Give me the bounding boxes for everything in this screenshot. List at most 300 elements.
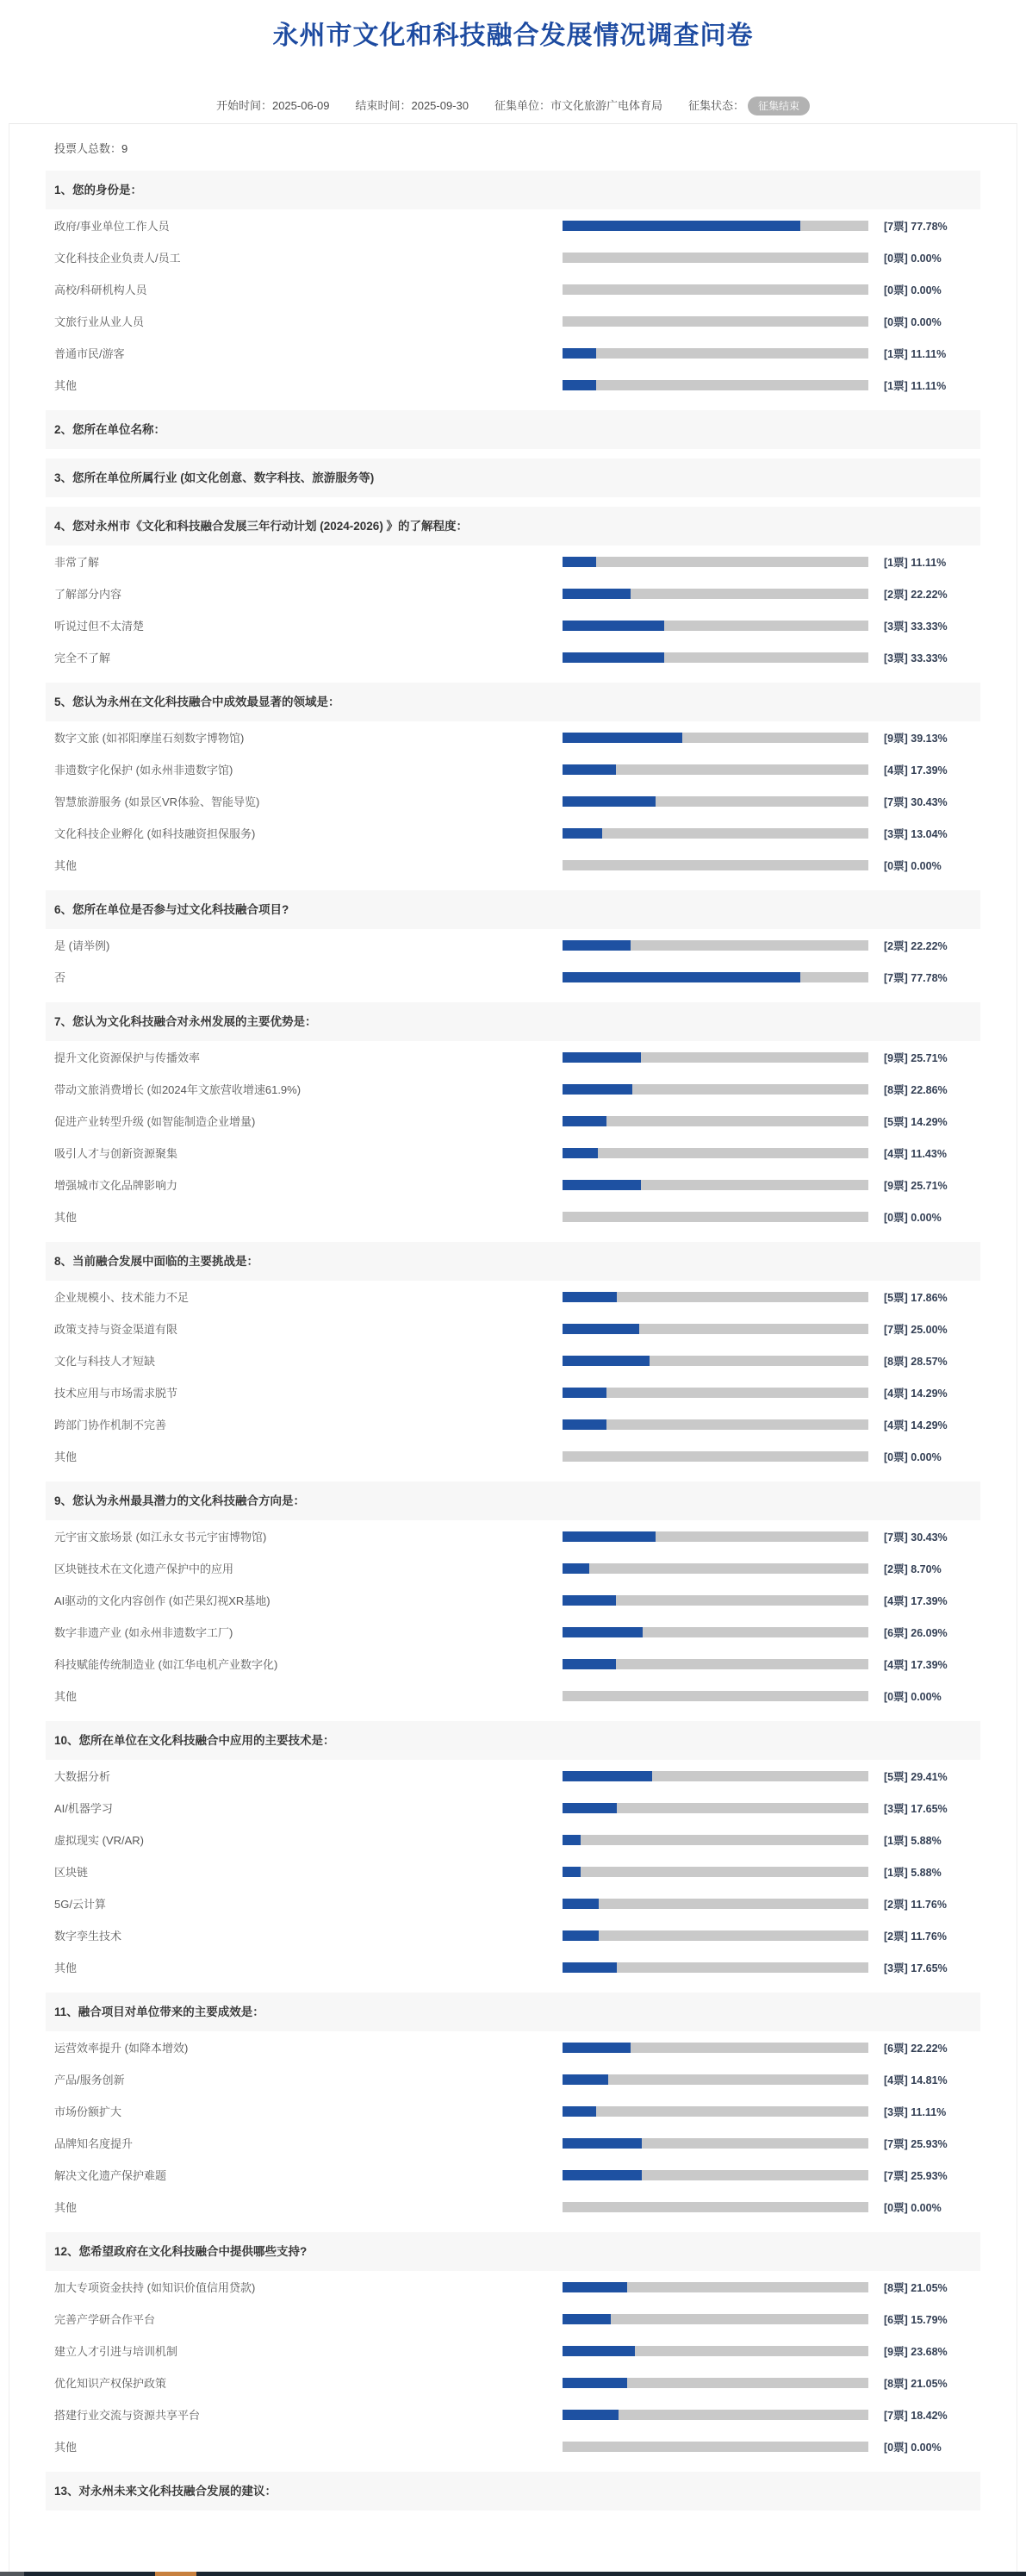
- option-label: 文旅行业从业人员: [54, 315, 145, 328]
- vote-result-text: [7票] 25.93%: [884, 2169, 948, 2182]
- option-row: [46, 1584, 980, 1616]
- vote-result-text: [6票] 22.22%: [884, 2042, 948, 2055]
- options-list: [46, 209, 980, 401]
- option-row: [46, 2430, 980, 2462]
- vote-bar-track: [563, 828, 868, 839]
- question-band: [46, 1002, 980, 1041]
- vote-bar-fill: [563, 1771, 652, 1781]
- option-row: [46, 2398, 980, 2430]
- option-label: 是 (请举例): [54, 939, 110, 952]
- option-label: 其他: [54, 1450, 78, 1463]
- question-title: 9、您认为永州最具潜力的文化科技融合方向是：: [54, 1494, 306, 1507]
- meta-start-label: 开始时间：: [215, 99, 272, 112]
- vote-result-text: [6票] 26.09%: [884, 1626, 948, 1639]
- survey-meta: [0, 97, 1026, 115]
- question-section: [46, 1002, 980, 1232]
- option-label: 企业规模小、技术能力不足: [54, 1291, 190, 1304]
- question-title: 2、您所在单位名称：: [54, 423, 166, 436]
- vote-result-text: [7票] 30.43%: [884, 795, 948, 808]
- bottom-taskbar-strip: [0, 2572, 1026, 2576]
- vote-bar-track: [563, 733, 868, 743]
- option-row: [46, 1344, 980, 1376]
- vote-bar-fill: [563, 1052, 641, 1063]
- vote-result-text: [4票] 17.39%: [884, 1594, 948, 1607]
- meta-start-value: 2025-06-09: [271, 99, 330, 112]
- option-label: 吸引人才与创新资源聚集: [54, 1147, 178, 1160]
- vote-bar-track: [563, 589, 868, 599]
- option-label: 数字孪生技术: [54, 1930, 122, 1943]
- question-section: [46, 2472, 980, 2511]
- vote-bar-track: [563, 1691, 868, 1701]
- vote-result-text: [7票] 30.43%: [884, 1531, 948, 1544]
- vote-bar-track: [563, 1899, 868, 1909]
- vote-bar-track: [563, 1356, 868, 1366]
- question-title: 1、您的身份是：: [54, 184, 143, 196]
- vote-bar-fill: [563, 1930, 599, 1941]
- vote-result-text: [2票] 22.22%: [884, 588, 948, 601]
- vote-bar-track: [563, 1659, 868, 1669]
- option-label: 加大专项资金扶持 (如知识价值信用贷款): [54, 2281, 256, 2294]
- vote-result-text: [9票] 23.68%: [884, 2345, 948, 2358]
- vote-result-text: [1票] 11.11%: [884, 379, 947, 392]
- question-section: [46, 1242, 980, 1472]
- vote-bar-fill: [563, 2138, 642, 2149]
- meta-collect-unit: [494, 98, 662, 114]
- options-list: [46, 1281, 980, 1472]
- vote-bar-track: [563, 1052, 868, 1063]
- vote-bar-track: [563, 621, 868, 631]
- vote-bar-fill: [563, 2170, 642, 2180]
- vote-bar-fill: [563, 1835, 581, 1845]
- option-label: 数字非遗产业 (如永州非遗数字工厂): [54, 1626, 233, 1639]
- option-row: [46, 369, 980, 401]
- option-label: 完善产学研合作平台: [54, 2313, 156, 2326]
- option-label: 文化科技企业负责人/员工: [54, 252, 181, 265]
- option-row: [46, 1281, 980, 1313]
- question-section: [46, 1481, 980, 1712]
- option-label: 提升文化资源保护与传播效率: [54, 1051, 201, 1064]
- question-section: [46, 890, 980, 993]
- vote-result-text: [3票] 17.65%: [884, 1962, 948, 1974]
- option-label: 品牌知名度提升: [54, 2137, 134, 2150]
- question-band: [46, 1481, 980, 1520]
- vote-bar-fill: [563, 1356, 650, 1366]
- vote-bar-track: [563, 1324, 868, 1334]
- vote-result-text: [1票] 5.88%: [884, 1834, 942, 1847]
- vote-bar-fill: [563, 1899, 599, 1909]
- question-section: [46, 1993, 980, 2223]
- vote-bar-track: [563, 2410, 868, 2420]
- vote-bar-track: [563, 2106, 868, 2117]
- vote-result-text: [4票] 14.29%: [884, 1419, 948, 1431]
- status-badge: 征集结束: [748, 97, 810, 115]
- option-label: 智慧旅游服务 (如景区VR体验、智能导览): [54, 795, 260, 808]
- option-row: [46, 2031, 980, 2063]
- vote-bar-fill: [563, 652, 664, 663]
- vote-bar-track: [563, 1292, 868, 1302]
- option-row: [46, 209, 980, 241]
- option-row: [46, 609, 980, 641]
- vote-bar-track: [563, 1388, 868, 1398]
- meta-end-value: 2025-09-30: [411, 99, 469, 112]
- option-label: 其他: [54, 1962, 78, 1974]
- option-label: 非常了解: [54, 556, 100, 569]
- vote-bar-track: [563, 1627, 868, 1637]
- option-row: [46, 721, 980, 753]
- option-row: [46, 1648, 980, 1680]
- vote-bar-track: [563, 2346, 868, 2356]
- vote-bar-fill: [563, 796, 656, 807]
- vote-bar-track: [563, 221, 868, 231]
- vote-result-text: [1票] 11.11%: [884, 347, 947, 360]
- vote-result-text: [4票] 17.39%: [884, 1658, 948, 1671]
- question-section: [46, 683, 980, 881]
- option-label: 产品/服务创新: [54, 2074, 125, 2086]
- options-list: [46, 929, 980, 993]
- vote-bar-track: [563, 1084, 868, 1095]
- vote-result-text: [3票] 11.11%: [884, 2105, 947, 2118]
- option-row: [46, 1440, 980, 1472]
- vote-bar-fill: [563, 2346, 635, 2356]
- option-label: 其他: [54, 859, 78, 872]
- vote-bar-track: [563, 2442, 868, 2452]
- vote-bar-track: [563, 316, 868, 327]
- option-label: 非遗数字化保护 (如永州非遗数字馆): [54, 764, 233, 777]
- vote-bar-track: [563, 940, 868, 951]
- vote-result-text: [3票] 33.33%: [884, 620, 948, 633]
- vote-bar-fill: [563, 1531, 656, 1542]
- question-title: 6、您所在单位是否参与过文化科技融合项目?: [54, 903, 289, 916]
- vote-result-text: [9票] 25.71%: [884, 1179, 948, 1192]
- question-section: [46, 458, 980, 497]
- option-label: 大数据分析: [54, 1770, 111, 1783]
- question-band: [46, 171, 980, 209]
- option-row: [46, 1680, 980, 1712]
- voters-count: 9: [121, 142, 128, 155]
- question-title: 3、您所在单位所属行业 (如文化创意、数字科技、旅游服务等): [54, 471, 375, 484]
- vote-bar-track: [563, 380, 868, 390]
- vote-result-text: [7票] 77.78%: [884, 220, 948, 233]
- option-label: 运营效率提升 (如降本增效): [54, 2042, 189, 2055]
- vote-result-text: [4票] 17.39%: [884, 764, 948, 777]
- meta-unit-label: 征集单位：: [494, 99, 550, 112]
- option-row: [46, 785, 980, 817]
- vote-bar-fill: [563, 940, 631, 951]
- vote-result-text: [1票] 5.88%: [884, 1866, 942, 1879]
- question-title: 11、融合项目对单位带来的主要成效是：: [54, 2005, 264, 2018]
- vote-bar-fill: [563, 1627, 643, 1637]
- question-title: 7、您认为文化科技融合对永州发展的主要优势是：: [54, 1015, 317, 1028]
- option-row: [46, 1137, 980, 1169]
- option-label: 其他: [54, 1690, 78, 1703]
- vote-result-text: [4票] 14.29%: [884, 1387, 948, 1400]
- meta-end-time: [355, 98, 469, 114]
- option-label: 普通市民/游客: [54, 347, 125, 360]
- options-list: [46, 2031, 980, 2223]
- option-row: [46, 2095, 980, 2127]
- vote-bar-track: [563, 2138, 868, 2149]
- vote-bar-fill: [563, 589, 631, 599]
- voters-label: 投票人总数：: [54, 142, 122, 155]
- option-row: [46, 2127, 980, 2159]
- results-card: [9, 123, 1017, 2572]
- vote-bar-track: [563, 764, 868, 775]
- option-label: AI/机器学习: [54, 1802, 113, 1815]
- vote-bar-fill: [563, 828, 602, 839]
- vote-result-text: [0票] 0.00%: [884, 252, 942, 265]
- vote-bar-fill: [563, 621, 664, 631]
- option-label: 其他: [54, 379, 78, 392]
- vote-bar-fill: [563, 1867, 581, 1877]
- vote-bar-fill: [563, 1180, 641, 1190]
- vote-result-text: [4票] 11.43%: [884, 1147, 947, 1160]
- vote-bar-fill: [563, 2106, 596, 2117]
- vote-bar-track: [563, 284, 868, 295]
- vote-bar-track: [563, 2043, 868, 2053]
- vote-result-text: [0票] 0.00%: [884, 2441, 942, 2454]
- option-label: 文化与科技人才短缺: [54, 1355, 156, 1368]
- meta-collect-status: [688, 97, 810, 115]
- option-row: [46, 1856, 980, 1887]
- vote-result-text: [7票] 25.93%: [884, 2137, 948, 2150]
- option-label: 完全不了解: [54, 652, 111, 664]
- vote-result-text: [3票] 17.65%: [884, 1802, 948, 1815]
- option-label: 促进产业转型升级 (如智能制造企业增量): [54, 1115, 256, 1128]
- vote-bar-fill: [563, 1292, 617, 1302]
- question-section: [46, 410, 980, 449]
- vote-bar-fill: [563, 557, 596, 567]
- vote-bar-track: [563, 2170, 868, 2180]
- option-row: [46, 2159, 980, 2191]
- vote-result-text: [7票] 25.00%: [884, 1323, 948, 1336]
- vote-result-text: [8票] 21.05%: [884, 2377, 948, 2390]
- vote-bar-track: [563, 1930, 868, 1941]
- option-row: [46, 1376, 980, 1408]
- question-section: [46, 1721, 980, 1983]
- option-row: [46, 2303, 980, 2335]
- options-list: [46, 1041, 980, 1232]
- option-row: [46, 2191, 980, 2223]
- vote-result-text: [3票] 33.33%: [884, 652, 948, 664]
- vote-bar-fill: [563, 1148, 598, 1158]
- option-label: 科技赋能传统制造业 (如江华电机产业数字化): [54, 1658, 278, 1671]
- option-label: AI驱动的文化内容创作 (如芒果幻视XR基地): [54, 1594, 270, 1607]
- option-row: [46, 641, 980, 673]
- vote-result-text: [0票] 0.00%: [884, 859, 942, 872]
- vote-bar-track: [563, 557, 868, 567]
- vote-bar-fill: [563, 2378, 627, 2388]
- option-row: [46, 1552, 980, 1584]
- vote-result-text: [0票] 0.00%: [884, 315, 942, 328]
- vote-bar-fill: [563, 972, 800, 982]
- option-row: [46, 305, 980, 337]
- option-label: 区块链: [54, 1866, 89, 1879]
- vote-bar-fill: [563, 2074, 608, 2085]
- vote-bar-fill: [563, 380, 596, 390]
- vote-result-text: [5票] 29.41%: [884, 1770, 948, 1783]
- option-label: 5G/云计算: [54, 1898, 106, 1911]
- option-row: [46, 1408, 980, 1440]
- vote-result-text: [7票] 77.78%: [884, 971, 948, 984]
- vote-result-text: [5票] 17.86%: [884, 1291, 948, 1304]
- option-row: [46, 2335, 980, 2367]
- option-label: 听说过但不太清楚: [54, 620, 145, 633]
- option-row: [46, 1520, 980, 1552]
- option-label: 带动文旅消费增长 (如2024年文旅营收增速61.9%): [54, 1083, 302, 1096]
- question-band: [46, 410, 980, 449]
- question-section: [46, 507, 980, 673]
- vote-result-text: [3票] 13.04%: [884, 827, 948, 840]
- vote-result-text: [2票] 8.70%: [884, 1562, 942, 1575]
- option-label: 高校/科研机构人员: [54, 284, 147, 296]
- vote-bar-track: [563, 2074, 868, 2085]
- option-row: [46, 1041, 980, 1073]
- vote-result-text: [0票] 0.00%: [884, 284, 942, 296]
- vote-bar-fill: [563, 348, 596, 359]
- option-label: 技术应用与市场需求脱节: [54, 1387, 178, 1400]
- meta-status-label: 征集状态：: [688, 99, 745, 112]
- option-label: 文化科技企业孵化 (如科技融资担保服务): [54, 827, 256, 840]
- vote-bar-track: [563, 1771, 868, 1781]
- question-band: [46, 683, 980, 721]
- option-row: [46, 1313, 980, 1344]
- option-row: [46, 1824, 980, 1856]
- vote-result-text: [5票] 14.29%: [884, 1115, 948, 1128]
- option-row: [46, 1169, 980, 1201]
- option-row: [46, 546, 980, 577]
- vote-result-text: [2票] 11.76%: [884, 1898, 947, 1911]
- vote-bar-track: [563, 1531, 868, 1542]
- question-title: 4、您对永州市《文化和科技融合发展三年行动计划 (2024-2026) 》的了解程度：: [54, 520, 469, 533]
- option-row: [46, 1760, 980, 1792]
- taskbar-orange-segment: [155, 2572, 196, 2576]
- question-title: 10、您所在单位在文化科技融合中应用的主要技术是：: [54, 1734, 335, 1747]
- vote-bar-fill: [563, 221, 800, 231]
- question-title: 13、对永州未来文化科技融合发展的建议：: [54, 2485, 277, 2498]
- question-band: [46, 1993, 980, 2031]
- options-list: [46, 1520, 980, 1712]
- vote-bar-track: [563, 2202, 868, 2212]
- options-list: [46, 721, 980, 881]
- question-band: [46, 2232, 980, 2271]
- vote-bar-fill: [563, 1084, 632, 1095]
- options-list: [46, 1760, 980, 1983]
- option-label: 其他: [54, 2441, 78, 2454]
- option-row: [46, 1201, 980, 1232]
- vote-result-text: [7票] 18.42%: [884, 2409, 948, 2422]
- option-row: [46, 1616, 980, 1648]
- vote-bar-fill: [563, 1388, 606, 1398]
- vote-result-text: [6票] 15.79%: [884, 2313, 948, 2326]
- option-row: [46, 1951, 980, 1983]
- question-section: [46, 171, 980, 401]
- vote-result-text: [4票] 14.81%: [884, 2074, 948, 2086]
- vote-bar-track: [563, 2282, 868, 2292]
- option-row: [46, 753, 980, 785]
- options-list: [46, 546, 980, 673]
- options-list: [46, 2271, 980, 2462]
- vote-bar-fill: [563, 764, 616, 775]
- option-row: [46, 1919, 980, 1951]
- question-band: [46, 1242, 980, 1281]
- option-row: [46, 929, 980, 961]
- option-label: 元宇宙文旅场景 (如江永女书元宇宙博物馆): [54, 1531, 267, 1544]
- option-row: [46, 1105, 980, 1137]
- vote-bar-track: [563, 796, 868, 807]
- vote-result-text: [2票] 22.22%: [884, 939, 948, 952]
- question-band: [46, 2472, 980, 2511]
- vote-result-text: [8票] 22.86%: [884, 1083, 948, 1096]
- option-label: 否: [54, 971, 66, 984]
- vote-bar-fill: [563, 2043, 631, 2053]
- question-band: [46, 458, 980, 497]
- vote-result-text: [2票] 11.76%: [884, 1930, 947, 1943]
- question-title: 8、当前融合发展中面临的主要挑战是：: [54, 1255, 259, 1268]
- option-label: 区块链技术在文化遗产保护中的应用: [54, 1562, 234, 1575]
- vote-result-text: [1票] 11.11%: [884, 556, 947, 569]
- vote-bar-track: [563, 1835, 868, 1845]
- vote-bar-fill: [563, 1324, 639, 1334]
- vote-bar-fill: [563, 1563, 589, 1574]
- option-label: 政策支持与资金渠道有限: [54, 1323, 178, 1336]
- option-label: 搭建行业交流与资源共享平台: [54, 2409, 201, 2422]
- option-label: 解决文化遗产保护难题: [54, 2169, 167, 2182]
- option-label: 跨部门协作机制不完善: [54, 1419, 167, 1431]
- vote-bar-track: [563, 1803, 868, 1813]
- vote-bar-track: [563, 860, 868, 870]
- vote-result-text: [8票] 21.05%: [884, 2281, 948, 2294]
- option-label: 政府/事业单位工作人员: [54, 220, 170, 233]
- vote-bar-fill: [563, 1962, 617, 1973]
- option-label: 市场份额扩大: [54, 2105, 122, 2118]
- vote-bar-track: [563, 1595, 868, 1606]
- vote-bar-track: [563, 1451, 868, 1462]
- vote-bar-track: [563, 1867, 868, 1877]
- vote-result-text: [9票] 25.71%: [884, 1051, 948, 1064]
- vote-bar-track: [563, 348, 868, 359]
- vote-bar-fill: [563, 2282, 627, 2292]
- vote-bar-fill: [563, 1803, 617, 1813]
- option-row: [46, 849, 980, 881]
- vote-result-text: [0票] 0.00%: [884, 2201, 942, 2214]
- vote-bar-fill: [563, 1659, 616, 1669]
- vote-bar-track: [563, 972, 868, 982]
- option-label: 其他: [54, 1211, 78, 1224]
- vote-bar-track: [563, 1212, 868, 1222]
- voters-total: [46, 124, 980, 161]
- meta-end-label: 结束时间：: [355, 99, 412, 112]
- question-band: [46, 1721, 980, 1760]
- vote-result-text: [0票] 0.00%: [884, 1450, 942, 1463]
- vote-result-text: [8票] 28.57%: [884, 1355, 948, 1368]
- option-row: [46, 2271, 980, 2303]
- option-label: 优化知识产权保护政策: [54, 2377, 167, 2390]
- question-band: [46, 507, 980, 546]
- vote-result-text: [0票] 0.00%: [884, 1690, 942, 1703]
- vote-bar-fill: [563, 733, 682, 743]
- option-row: [46, 2063, 980, 2095]
- vote-bar-track: [563, 1962, 868, 1973]
- vote-bar-track: [563, 1116, 868, 1126]
- option-label: 数字文旅 (如祁阳摩崖石刻数字博物馆): [54, 732, 245, 745]
- vote-result-text: [0票] 0.00%: [884, 1211, 942, 1224]
- vote-bar-track: [563, 1180, 868, 1190]
- option-row: [46, 1073, 980, 1105]
- option-row: [46, 241, 980, 273]
- question-title: 12、您希望政府在文化科技融合中提供哪些支持?: [54, 2245, 308, 2258]
- option-row: [46, 2367, 980, 2398]
- question-title: 5、您认为永州在文化科技融合中成效最显著的领域是：: [54, 695, 340, 708]
